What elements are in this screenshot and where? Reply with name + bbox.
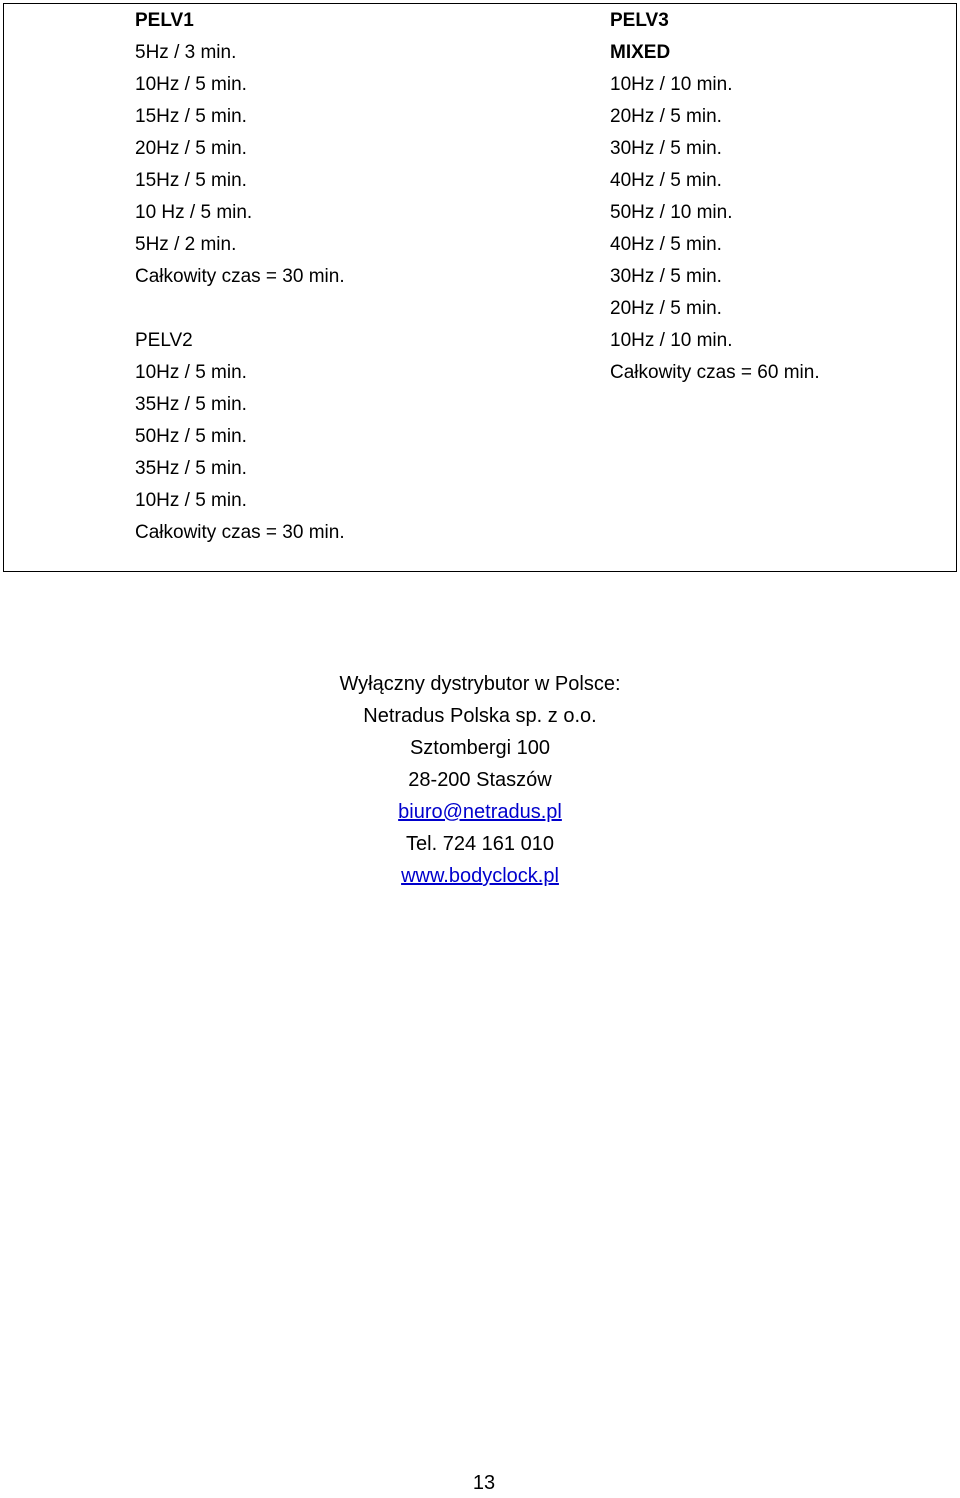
- distributor-label: Wyłączny dystrybutor w Polsce:: [339, 673, 621, 695]
- program-step: 15Hz / 5 min.: [135, 170, 247, 191]
- program-step: 10Hz / 10 min.: [610, 330, 733, 351]
- program-step: 10Hz / 5 min.: [135, 490, 247, 511]
- program-step: 10 Hz / 5 min.: [135, 202, 253, 223]
- distributor-city: 28-200 Staszów: [408, 769, 552, 791]
- program-column-left: [135, 5, 345, 549]
- distributor-email-row: [0, 796, 960, 828]
- program-step: 5Hz / 2 min.: [135, 234, 237, 255]
- page-number: 13: [472, 1472, 496, 1494]
- distributor-phone: Tel. 724 161 010: [406, 833, 554, 855]
- program-table: [3, 3, 957, 572]
- program-title-pelv2: PELV2: [135, 330, 193, 351]
- program-step: 20Hz / 5 min.: [135, 138, 247, 159]
- program-step: 10Hz / 10 min.: [610, 74, 733, 95]
- program-step: 40Hz / 5 min.: [610, 234, 722, 255]
- program-step: 35Hz / 5 min.: [135, 394, 247, 415]
- program-step: 50Hz / 5 min.: [135, 426, 247, 447]
- program-step: 10Hz / 5 min.: [135, 74, 247, 95]
- program-step: 50Hz / 10 min.: [610, 202, 733, 223]
- program-step: 10Hz / 5 min.: [135, 362, 247, 383]
- program-total-pelv1: Całkowity czas = 30 min.: [135, 266, 345, 287]
- program-total-pelv2: Całkowity czas = 30 min.: [135, 522, 345, 543]
- program-step: 35Hz / 5 min.: [135, 458, 247, 479]
- program-step: 5Hz / 3 min.: [135, 42, 237, 63]
- program-title-pelv1: PELV1: [135, 10, 194, 31]
- program-step: 30Hz / 5 min.: [610, 266, 722, 287]
- spacer: [135, 293, 345, 325]
- program-step: 20Hz / 5 min.: [610, 298, 722, 319]
- program-step: 20Hz / 5 min.: [610, 106, 722, 127]
- program-title-pelv3: PELV3: [610, 10, 669, 31]
- program-column-right: [610, 5, 820, 389]
- program-step: 30Hz / 5 min.: [610, 138, 722, 159]
- program-subtitle-pelv3: MIXED: [610, 42, 671, 63]
- distributor-website-row: [0, 860, 960, 892]
- distributor-street: Sztombergi 100: [409, 737, 551, 759]
- program-step: 15Hz / 5 min.: [135, 106, 247, 127]
- distributor-info: [0, 668, 960, 892]
- distributor-company: Netradus Polska sp. z o.o.: [363, 705, 597, 727]
- program-step: 40Hz / 5 min.: [610, 170, 722, 191]
- email-link[interactable]: biuro@netradus.pl: [398, 801, 562, 823]
- website-link[interactable]: www.bodyclock.pl: [401, 865, 559, 887]
- program-total-pelv3: Całkowity czas = 60 min.: [610, 362, 820, 383]
